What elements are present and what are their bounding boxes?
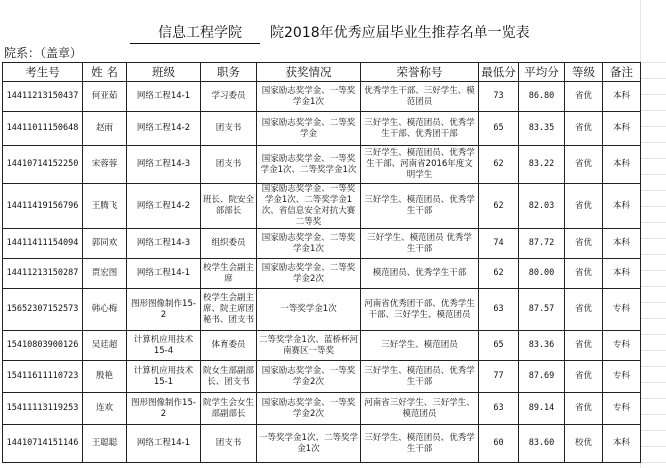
cell-grade[interactable]: 校优: [565, 425, 603, 463]
cell-awards[interactable]: 一等奖学金1次、二等奖学金1次: [257, 425, 361, 463]
cell-post[interactable]: 院女生部副部长、团支书: [201, 361, 257, 393]
cell-post[interactable]: 体育委员: [201, 331, 257, 361]
cell-honors[interactable]: 三好学生、模范团员: [361, 331, 479, 361]
table-row: [3, 393, 641, 425]
cell-min[interactable]: 77: [479, 361, 519, 393]
cell-avg[interactable]: 80.00: [519, 259, 565, 289]
title-school: 信息工程学院: [130, 22, 260, 44]
cell-id[interactable]: 15411611110723: [3, 361, 83, 393]
table-row: [3, 425, 641, 463]
header-min[interactable]: 最低分: [479, 63, 519, 82]
cell-post[interactable]: 班长、院安全部部长: [201, 184, 257, 229]
cell-avg[interactable]: 83.35: [519, 112, 565, 146]
cell-post[interactable]: 学习委员: [201, 82, 257, 112]
cell-name[interactable]: 王聪聪: [83, 425, 127, 463]
cell-grade[interactable]: 省优: [565, 331, 603, 361]
cell-grade[interactable]: 省优: [565, 289, 603, 331]
cell-grade[interactable]: 省优: [565, 393, 603, 425]
cell-name[interactable]: 赵雨: [83, 112, 127, 146]
table-row: [3, 289, 641, 331]
cell-note[interactable]: 本科: [603, 184, 641, 229]
table-row: [3, 331, 641, 361]
cell-post[interactable]: 团支书: [201, 112, 257, 146]
cell-post[interactable]: 团支书: [201, 425, 257, 463]
cell-note[interactable]: 本科: [603, 259, 641, 289]
cell-class[interactable]: 网络工程14-3: [127, 146, 201, 184]
cell-note[interactable]: 本科: [603, 146, 641, 184]
cell-awards[interactable]: 国家励志奖学金、一等奖学金1次、二等奖学金1次、省信息安全对抗大赛二等奖: [257, 184, 361, 229]
cell-id[interactable]: 14411411154094: [3, 229, 83, 259]
cell-class[interactable]: 计算机应用技术15-4: [127, 331, 201, 361]
header-class[interactable]: 班级: [127, 63, 201, 82]
cell-name[interactable]: 王腾飞: [83, 184, 127, 229]
cell-note[interactable]: 本科: [603, 425, 641, 463]
cell-class[interactable]: 网络工程14-1: [127, 259, 201, 289]
cell-class[interactable]: 网络工程14-3: [127, 229, 201, 259]
cell-class[interactable]: 网络工程14-1: [127, 425, 201, 463]
header-honors[interactable]: 荣誉称号: [361, 63, 479, 82]
cell-avg[interactable]: 87.57: [519, 289, 565, 331]
cell-min[interactable]: 62: [479, 259, 519, 289]
cell-awards[interactable]: 国家励志奖学金、二等奖学金: [257, 112, 361, 146]
cell-post[interactable]: 组织委员: [201, 229, 257, 259]
cell-grade[interactable]: 省优: [565, 146, 603, 184]
cell-id[interactable]: 14411213150287: [3, 259, 83, 289]
cell-awards[interactable]: 国家励志奖学金、一等奖学金1次、二等奖学金1次: [257, 146, 361, 184]
cell-class[interactable]: 网络工程14-1: [127, 82, 201, 112]
recommend-table: [2, 62, 641, 463]
cell-grade[interactable]: 省优: [565, 82, 603, 112]
cell-awards[interactable]: 国家励志奖学金、一等奖学金2次: [257, 361, 361, 393]
title-main: 院2018年优秀应届毕业生推荐名单一览表: [270, 25, 530, 41]
header-post[interactable]: 职务: [201, 63, 257, 82]
cell-avg[interactable]: 82.03: [519, 184, 565, 229]
cell-class[interactable]: 图形图像制作15-2: [127, 393, 201, 425]
header-id[interactable]: 考生号: [3, 63, 83, 82]
cell-min[interactable]: 63: [479, 393, 519, 425]
table-row: [3, 361, 641, 393]
cell-class[interactable]: 图形图像制作15-2: [127, 289, 201, 331]
cell-avg[interactable]: 89.14: [519, 393, 565, 425]
cell-note[interactable]: 本科: [603, 229, 641, 259]
table-row: [3, 229, 641, 259]
cell-awards[interactable]: 国家励志奖学金、二等奖学金2次: [257, 259, 361, 289]
cell-avg[interactable]: 87.72: [519, 229, 565, 259]
cell-min[interactable]: 62: [479, 146, 519, 184]
cell-class[interactable]: 网络工程14-2: [127, 112, 201, 146]
cell-id[interactable]: 14411213150437: [3, 82, 83, 112]
cell-awards[interactable]: 国家励志奖学金、一等奖学金2次: [257, 393, 361, 425]
cell-note[interactable]: 专科: [603, 393, 641, 425]
cell-id[interactable]: 14410714151146: [3, 425, 83, 463]
cell-avg[interactable]: 86.80: [519, 82, 565, 112]
cell-id[interactable]: 14411011150648: [3, 112, 83, 146]
cell-name[interactable]: 何亚茹: [83, 82, 127, 112]
dept-label: 院系：（盖章）: [4, 46, 83, 60]
table-row: [3, 259, 641, 289]
cell-name[interactable]: 贾宏图: [83, 259, 127, 289]
cell-avg[interactable]: 83.22: [519, 146, 565, 184]
cell-honors[interactable]: 三好学生、模范团员、优秀学生干部: [361, 361, 479, 393]
cell-post[interactable]: 团支书: [201, 146, 257, 184]
header-name[interactable]: 姓 名: [83, 63, 127, 82]
cell-note[interactable]: 本科: [603, 82, 641, 112]
cell-avg[interactable]: 83.60: [519, 425, 565, 463]
cell-min[interactable]: 62: [479, 184, 519, 229]
cell-min[interactable]: 60: [479, 425, 519, 463]
cell-min[interactable]: 65: [479, 112, 519, 146]
header-note[interactable]: 备注: [603, 63, 641, 82]
cell-name[interactable]: 吴廷超: [83, 331, 127, 361]
header-avg[interactable]: 平均分: [519, 63, 565, 82]
cell-note[interactable]: 专科: [603, 361, 641, 393]
cell-id[interactable]: 15411113119253: [3, 393, 83, 425]
table-row: [3, 146, 641, 184]
cell-honors[interactable]: 三好学生、模范团员、优秀学生干部: [361, 425, 479, 463]
cell-id[interactable]: 14410714152250: [3, 146, 83, 184]
header-grade[interactable]: 等级: [565, 63, 603, 82]
header-row: [3, 63, 641, 82]
cell-note[interactable]: 专科: [603, 289, 641, 331]
cell-grade[interactable]: 省优: [565, 229, 603, 259]
cell-honors[interactable]: 三好学生、模范团员 优秀学生干部: [361, 229, 479, 259]
sheet-gridlines: [640, 62, 666, 468]
cell-min[interactable]: 65: [479, 331, 519, 361]
cell-note[interactable]: 专科: [603, 331, 641, 361]
cell-post[interactable]: 校学生会副主席: [201, 259, 257, 289]
cell-post[interactable]: 校学生会副主席、院主席团秘书、团支书: [201, 289, 257, 331]
cell-honors[interactable]: 三好学生、模范团员、优秀学生干部、优秀团干部: [361, 112, 479, 146]
cell-name[interactable]: 连欢: [83, 393, 127, 425]
cell-grade[interactable]: 省优: [565, 361, 603, 393]
cell-min[interactable]: 63: [479, 289, 519, 331]
cell-post[interactable]: 院学生会女生部副部长: [201, 393, 257, 425]
cell-name[interactable]: 宋蓉蓉: [83, 146, 127, 184]
cell-awards[interactable]: 国家励志奖学金、二等奖学金1次: [257, 229, 361, 259]
cell-class[interactable]: 网络工程14-2: [127, 184, 201, 229]
table-row: [3, 184, 641, 229]
cell-awards[interactable]: 国家励志奖学金、一等奖学金1次: [257, 82, 361, 112]
cell-honors[interactable]: 河南省三好学生、三好学生、模范团员: [361, 393, 479, 425]
cell-class[interactable]: 计算机应用技术15-1: [127, 361, 201, 393]
cell-avg[interactable]: 83.36: [519, 331, 565, 361]
cell-honors[interactable]: 优秀学生干部、三好学生、模范团员: [361, 82, 479, 112]
header-awards[interactable]: 获奖情况: [257, 63, 361, 82]
page-title: [130, 22, 550, 44]
cell-id[interactable]: 15652307152573: [3, 289, 83, 331]
cell-note[interactable]: 本科: [603, 112, 641, 146]
table-row: [3, 112, 641, 146]
cell-grade[interactable]: 省优: [565, 184, 603, 229]
cell-id[interactable]: 14411419156796: [3, 184, 83, 229]
cell-honors[interactable]: 三好学生、模范团员、优秀学生干部、河南省2016年度文明学生: [361, 146, 479, 184]
cell-name[interactable]: 殷艳: [83, 361, 127, 393]
cell-honors[interactable]: 河南省优秀团干部、优秀学生干部、三好学生、模范团员: [361, 289, 479, 331]
table-row: [3, 82, 641, 112]
cell-id[interactable]: 15410803900126: [3, 331, 83, 361]
cell-name[interactable]: 韩心梅: [83, 289, 127, 331]
cell-honors[interactable]: 三好学生、模范团员、优秀学生干部: [361, 184, 479, 229]
cell-min[interactable]: 74: [479, 229, 519, 259]
cell-awards[interactable]: 一等奖学金1次: [257, 289, 361, 331]
cell-grade[interactable]: 省优: [565, 112, 603, 146]
cell-honors[interactable]: 模范团员、优秀学生干部: [361, 259, 479, 289]
cell-avg[interactable]: 87.69: [519, 361, 565, 393]
cell-min[interactable]: 73: [479, 82, 519, 112]
cell-name[interactable]: 郭同欢: [83, 229, 127, 259]
cell-grade[interactable]: 省优: [565, 259, 603, 289]
cell-awards[interactable]: 二等奖学金1次、蓝桥杯河南赛区一等奖: [257, 331, 361, 361]
